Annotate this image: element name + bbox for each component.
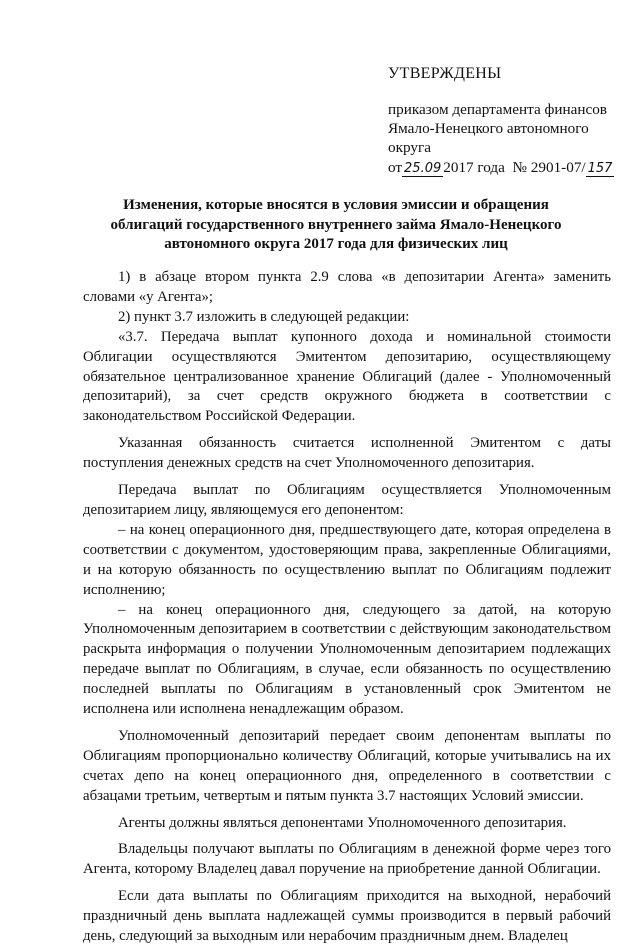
- date-suffix: 2017 года: [443, 159, 505, 176]
- title-line-1: Изменения, которые вносятся в условия эмиссии и обращения: [123, 197, 549, 213]
- approval-block: [388, 64, 628, 177]
- title-line-3: автономного округа 2017 года для физических лиц: [164, 236, 508, 253]
- paragraph-dash-2: – на конец операционного дня, следующего за датой, на которую Уполномоченным депозитарием в соответствии с действующим законодательством раскрыта информация о получении Уполномоченным депозитарием подлежащих передаче выплат по Облигациям, в случае, если обязанность по осуществлению последней выплаты по Облигациям в установленный срок Эмитентом не исполнена или исполнена ненадлежащим образом.: [83, 601, 611, 718]
- paragraph-transfer-payments: Передача выплат по Облигациям осуществляется Уполномоченным депозитарием лицу, являющемуся его депонентом:: [83, 482, 611, 518]
- paragraph-clause-3-7: «3.7. Передача выплат купонного дохода и номинальной стоимости Облигации осуществляются Эмитентом депозитарию, осуществляющему обязательное централизованное хранение Облигаций (далее - Уполномоченный депозитарий), за счет средств окружного бюджета в соответствии с законодательством Российской Федерации.: [83, 328, 611, 425]
- paragraph-depositary-transfers: Уполномоченный депозитарий передает своим депонентам выплаты по Облигациям пропорционально количеству Облигаций, которые учитывались на их счетах депо на конец операционного дня, определенного в соответствии с абзацами третьим, четвертым и пятым пункта 3.7 настоящих Условий эмиссии.: [83, 727, 611, 804]
- handwritten-order-number: 157: [587, 161, 613, 176]
- approval-title: УТВЕРЖДЕНЫ: [388, 65, 502, 82]
- paragraph-owners: Владельцы получают выплаты по Облигациям в денежной форме через того Агента, которому Владелец давал поручение на приобретение данной Облигации.: [83, 841, 611, 878]
- paragraph-dash-1: – на конец операционного дня, предшествующего дате, которая определена в соответствии с документом, удостоверяющим права, закрепленные Облигациями, и на которую обязанность по осуществлению выплат по Облигациям подлежит исполнению;: [83, 521, 611, 598]
- paragraph-holiday: Если дата выплаты по Облигациям приходится на выходной, нерабочий праздничный день выплата надлежащей суммы производится в первый рабочий день, следующий за выходным или нерабочим праздничным днем. Владелец: [83, 888, 611, 945]
- approval-line-2: Ямало-Ненецкого автономного: [388, 120, 589, 137]
- document-body: [83, 268, 611, 947]
- paragraph-item-1: 1) в абзаце втором пункта 2.9 слова «в депозитарии Агента» заменить словами «у Агента»;: [83, 269, 611, 305]
- approval-line-3: округа: [388, 139, 431, 156]
- date-prefix: от: [388, 159, 403, 176]
- order-date-number-line: [388, 158, 628, 177]
- document-title: [86, 196, 586, 255]
- handwritten-date: 25.09: [404, 161, 442, 176]
- approval-line-1: приказом департамента финансов: [388, 101, 607, 118]
- paragraph-obligation-fulfilled: Указанная обязанность считается исполненной Эмитентом с даты поступления денежных средств на счет Уполномоченного депозитария.: [83, 435, 611, 472]
- title-line-2: облигаций государственного внутреннего займа Ямало-Ненецкого: [110, 216, 562, 233]
- paragraph-item-2: 2) пункт 3.7 изложить в следующей редакции:: [118, 308, 410, 325]
- paragraph-agents: Агенты должны являться депонентами Уполномоченного депозитария.: [118, 814, 567, 831]
- order-number-prefix: № 2901-07/: [512, 159, 586, 176]
